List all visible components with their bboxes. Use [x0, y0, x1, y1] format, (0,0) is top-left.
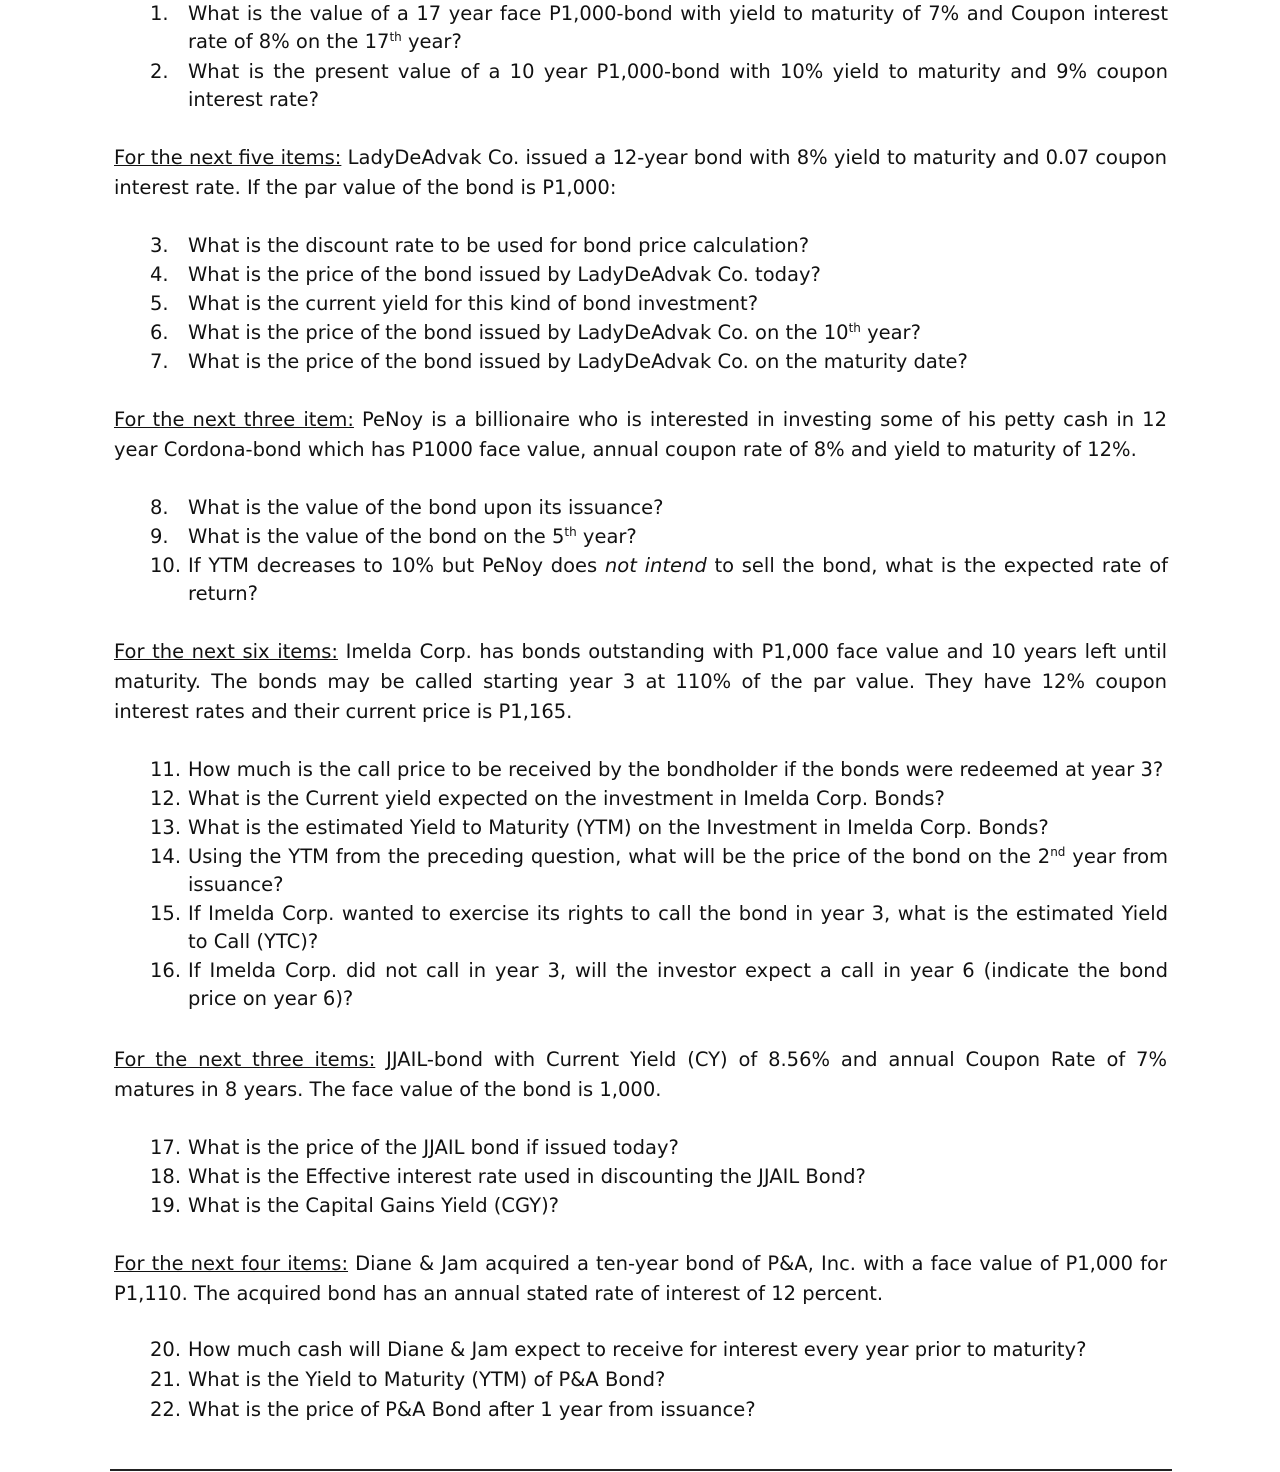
item-text: What is the value of the bond upon its issuance?	[188, 496, 664, 519]
section-intro-3	[114, 637, 1167, 727]
question-item-4	[0, 261, 1168, 289]
question-item-6	[0, 319, 1168, 347]
item-text: Using the YTM from the preceding question, what will be the price of the bond on the 2	[188, 845, 1051, 868]
item-number: 1.	[150, 2, 169, 25]
item-text: What is the price of the bond issued by LadyDeAdvak Co. on the 10	[188, 321, 849, 344]
section-text: LadyDeAdvak Co. issued a 12-year bond with 8% yield to maturity and 0.07 coupon interest rate. If the par value of the bond is P1,000:	[114, 146, 1167, 199]
item-number: 14.	[150, 845, 182, 868]
item-text: What is the current yield for this kind of bond investment?	[188, 292, 759, 315]
question-item-9	[0, 523, 1168, 551]
item-text: What is the estimated Yield to Maturity (YTM) on the Investment in Imelda Corp. Bonds?	[188, 816, 1049, 839]
item-number: 21.	[150, 1368, 182, 1391]
item-number: 13.	[150, 816, 182, 839]
question-list-6	[0, 1336, 1280, 1424]
section-intro-2	[114, 405, 1167, 465]
question-item-5	[0, 290, 1168, 318]
emphasis-text: not intend	[604, 554, 707, 577]
item-number: 22.	[150, 1398, 182, 1421]
item-number: 8.	[150, 496, 169, 519]
section-intro-1	[114, 143, 1167, 203]
question-item-7	[0, 348, 1168, 376]
section-intro-4	[114, 1045, 1167, 1105]
question-item-12	[0, 785, 1168, 813]
section-lead: For the next three items:	[114, 1048, 376, 1071]
item-text-end: year from issuance?	[188, 845, 1169, 896]
question-item-17	[0, 1134, 1168, 1162]
question-list-2	[0, 232, 1280, 376]
question-item-14	[0, 843, 1168, 899]
section-lead: For the next four items:	[114, 1252, 349, 1275]
question-list-4	[0, 756, 1280, 1013]
item-text: What is the Current yield expected on the investment in Imelda Corp. Bonds?	[188, 787, 945, 810]
item-text: What is the price of the JJAIL bond if issued today?	[188, 1136, 679, 1159]
question-item-21	[0, 1366, 1168, 1394]
section-lead: For the next six items:	[114, 640, 338, 663]
question-item-22	[0, 1396, 1168, 1424]
item-text: What is the value of a 17 year face P1,000-bond with yield to maturity of 7% and Coupon interest rate of 8% on the 17	[188, 2, 1168, 53]
section-text: Diane & Jam acquired a ten-year bond of P&A, Inc. with a face value of P1,000 for P1,110. The acquired bond has an annual stated rate of interest of 12 percent.	[114, 1252, 1167, 1305]
question-item-11	[0, 756, 1168, 784]
item-text: What is the price of the bond issued by LadyDeAdvak Co. on the maturity date?	[188, 350, 968, 373]
item-number: 9.	[150, 525, 169, 548]
item-text: What is the Yield to Maturity (YTM) of P&A Bond?	[188, 1368, 666, 1391]
question-item-2	[0, 58, 1168, 114]
superscript: nd	[1050, 845, 1066, 859]
item-number: 10.	[150, 554, 182, 577]
question-item-19	[0, 1192, 1168, 1220]
item-text: How much cash will Diane & Jam expect to receive for interest every year prior to maturity?	[188, 1338, 1087, 1361]
superscript: th	[564, 525, 577, 539]
question-item-20	[0, 1336, 1168, 1364]
item-text-end: year?	[576, 525, 637, 548]
superscript: th	[848, 321, 861, 335]
item-number: 16.	[150, 959, 182, 982]
item-number: 4.	[150, 263, 169, 286]
item-number: 18.	[150, 1165, 182, 1188]
item-text: What is the discount rate to be used for bond price calculation?	[188, 234, 810, 257]
question-list-3	[0, 494, 1280, 608]
item-number: 6.	[150, 321, 169, 344]
item-text: If YTM decreases to 10% but PeNoy does	[188, 554, 605, 577]
question-item-15	[0, 900, 1168, 956]
item-text-end: year?	[401, 30, 462, 53]
section-intro-5	[114, 1249, 1167, 1309]
question-list-5	[0, 1134, 1280, 1220]
section-text: JJAIL-bond with Current Yield (CY) of 8.56% and annual Coupon Rate of 7% matures in 8 years. The face value of the bond is 1,000.	[114, 1048, 1167, 1101]
section-lead: For the next three item:	[114, 408, 354, 431]
item-text-end: year?	[860, 321, 921, 344]
question-item-10	[0, 552, 1168, 608]
item-text: What is the value of the bond on the 5	[188, 525, 565, 548]
item-number: 20.	[150, 1338, 182, 1361]
item-number: 2.	[150, 60, 169, 83]
item-number: 11.	[150, 758, 182, 781]
item-number: 15.	[150, 902, 182, 925]
item-text: If Imelda Corp. did not call in year 3, will the investor expect a call in year 6 (indicate the bond price on year 6)?	[188, 959, 1168, 1010]
item-number: 19.	[150, 1194, 182, 1217]
section-lead: For the next five items:	[114, 146, 342, 169]
question-item-1	[0, 0, 1168, 56]
item-number: 7.	[150, 350, 169, 373]
item-text: If Imelda Corp. wanted to exercise its rights to call the bond in year 3, what is the estimated Yield to Call (YTC)?	[188, 902, 1168, 953]
footer-divider	[110, 1469, 1172, 1471]
question-item-16	[0, 957, 1168, 1013]
item-text: What is the present value of a 10 year P1,000-bond with 10% yield to maturity and 9% coupon interest rate?	[188, 60, 1168, 111]
item-text: What is the price of P&A Bond after 1 year from issuance?	[188, 1398, 756, 1421]
item-number: 3.	[150, 234, 169, 257]
section-text: Imelda Corp. has bonds outstanding with P1,000 face value and 10 years left until maturity. The bonds may be called starting year 3 at 110% of the par value. They have 12% coupon interest rates and their current price is P1,165.	[114, 640, 1167, 723]
item-number: 12.	[150, 787, 182, 810]
question-item-3	[0, 232, 1168, 260]
item-text-end: to sell the bond, what is the expected rate of return?	[188, 554, 1169, 605]
question-item-8	[0, 494, 1168, 522]
item-text: What is the Capital Gains Yield (CGY)?	[188, 1194, 560, 1217]
superscript: th	[389, 30, 402, 44]
section-text: PeNoy is a billionaire who is interested in investing some of his petty cash in 12 year Cordona-bond which has P1000 face value, annual coupon rate of 8% and yield to maturity of 12%.	[114, 408, 1167, 461]
item-text: How much is the call price to be received by the bondholder if the bonds were redeemed at year 3?	[188, 758, 1164, 781]
question-item-13	[0, 814, 1168, 842]
question-list-1	[0, 0, 1280, 114]
item-number: 5.	[150, 292, 169, 315]
item-text: What is the Effective interest rate used in discounting the JJAIL Bond?	[188, 1165, 866, 1188]
item-text: What is the price of the bond issued by LadyDeAdvak Co. today?	[188, 263, 821, 286]
question-item-18	[0, 1163, 1168, 1191]
item-number: 17.	[150, 1136, 182, 1159]
